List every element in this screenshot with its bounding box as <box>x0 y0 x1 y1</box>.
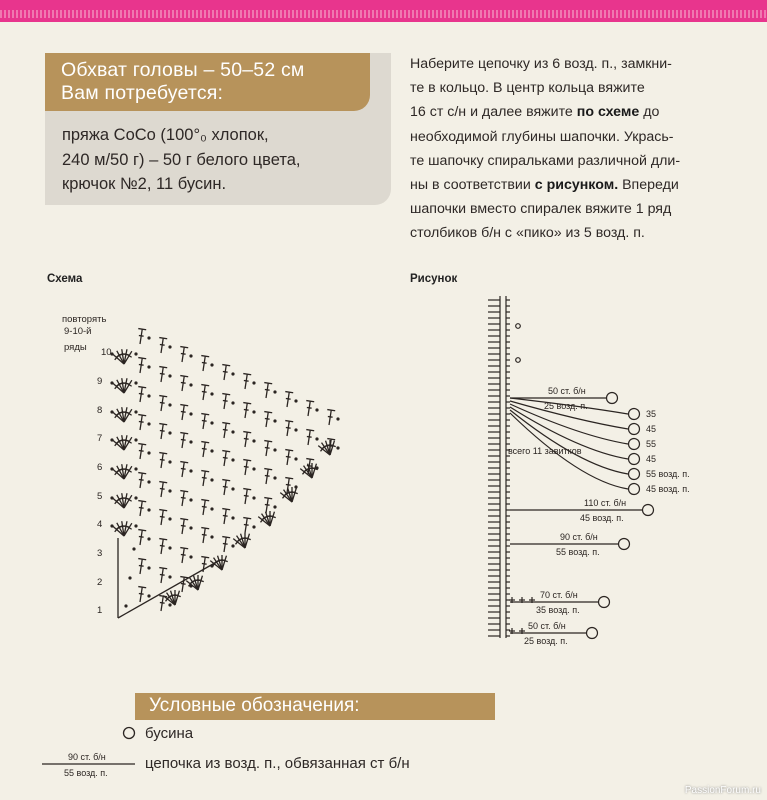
legend-title: Условные обозначения: <box>149 695 360 716</box>
stitch-mark <box>243 460 251 461</box>
stitch-mark <box>181 468 186 469</box>
stitch-mark <box>264 498 272 499</box>
stitch-mark <box>180 491 188 492</box>
spiral-label-bottom: 55 возд. п. <box>556 547 600 557</box>
stitch-mark <box>202 563 207 564</box>
stitch-mark <box>286 427 291 428</box>
chain-dot <box>189 498 192 501</box>
bead-icon <box>643 505 654 516</box>
materials-line: 240 м/50 г) – 50 г белого цвета, <box>62 150 301 169</box>
stitch-mark <box>292 492 298 494</box>
chain-dot <box>294 428 297 431</box>
chain-dot <box>189 383 192 386</box>
stitch-mark <box>180 347 188 348</box>
chain-dot <box>168 575 171 578</box>
stitch-mark <box>202 420 207 421</box>
stitch-mark <box>181 411 186 412</box>
schema-diagram <box>110 329 339 618</box>
stitch-mark <box>175 591 179 605</box>
instr-line: Наберите цепочку из 6 возд. п., замкни- <box>410 56 672 72</box>
bead-icon <box>629 469 640 480</box>
chain-symbol-bottom: 55 возд. п. <box>64 768 108 778</box>
bead-icon <box>619 539 630 550</box>
chain-dot <box>210 507 213 510</box>
chain-dot <box>273 390 276 393</box>
stitch-mark <box>285 450 293 451</box>
chain-dot <box>110 381 113 384</box>
chain-dot <box>168 431 171 434</box>
bead-icon <box>629 409 640 420</box>
stitch-mark <box>285 392 293 393</box>
row-number: 5 <box>97 491 103 502</box>
stitch-mark <box>159 338 167 339</box>
stitch-mark <box>285 421 293 422</box>
stitch-mark <box>159 424 167 425</box>
chain-dot <box>336 446 339 449</box>
stitch-mark <box>159 367 167 368</box>
spiral-label-top: 50 ст. б/н <box>528 621 566 631</box>
chain-dot <box>134 352 137 355</box>
curl-length-label: 45 возд. п. <box>646 484 690 494</box>
stitch-mark <box>223 486 228 487</box>
stitch-mark <box>222 365 230 366</box>
stitch-mark <box>223 543 228 544</box>
chain-dot <box>231 544 234 547</box>
chain-dot <box>132 547 135 550</box>
stitch-mark <box>138 415 146 416</box>
drawing-diagram <box>488 296 657 639</box>
stitch-mark <box>223 429 228 430</box>
row-number: 2 <box>97 577 103 588</box>
stitch-mark <box>139 507 144 508</box>
stitch-mark <box>180 405 188 406</box>
stitch-mark <box>160 545 165 546</box>
spiral-label-bottom: 25 возд. п. <box>524 636 568 646</box>
stitch-mark <box>265 475 270 476</box>
stitch-mark <box>159 396 167 397</box>
row-number: 3 <box>97 548 103 559</box>
curl-length-label: 45 <box>646 424 657 434</box>
chain-dot <box>110 524 113 527</box>
chain-dot <box>168 489 171 492</box>
stitch-mark <box>202 362 207 363</box>
stitch-mark <box>160 459 165 460</box>
stitch-mark <box>264 469 272 470</box>
bead-icon <box>629 439 640 450</box>
spiral-label-bottom: 35 возд. п. <box>536 605 580 615</box>
stitch-mark <box>222 509 230 510</box>
picot-icon <box>516 324 521 329</box>
chain-dot <box>134 524 137 527</box>
chain-dot <box>210 421 213 424</box>
stitch-mark <box>118 560 220 618</box>
chain-dot <box>231 430 234 433</box>
stitch-mark <box>160 373 165 374</box>
stitch-mark <box>243 374 251 375</box>
stitch-mark <box>201 385 209 386</box>
stitch-mark <box>202 506 207 507</box>
materials-line: крючок №2, 11 бусин. <box>62 175 227 193</box>
chain-dot <box>110 438 113 441</box>
chain-dot <box>273 476 276 479</box>
stitch-mark <box>222 480 230 481</box>
instr-line: необходимой глубины шапочки. Укрась- <box>410 128 674 145</box>
stitch-mark <box>306 459 314 460</box>
chain-dot <box>189 412 192 415</box>
stitch-mark <box>181 353 186 354</box>
chain-dot <box>110 467 113 470</box>
stitch-mark <box>180 577 188 578</box>
chain-dot <box>210 535 213 538</box>
stitch-mark <box>222 423 230 424</box>
chain-dot <box>168 374 171 377</box>
chain-dot <box>168 546 171 549</box>
drawing-title: Рисунок <box>410 273 458 285</box>
stitch-mark <box>138 473 146 474</box>
stitch-mark <box>138 559 146 560</box>
spiral-label-bottom: 45 возд. п. <box>580 513 624 523</box>
chain-dot <box>252 467 255 470</box>
stitch-mark <box>180 548 188 549</box>
spiral-label-bottom: 25 возд. п. <box>544 401 588 411</box>
stitch-mark <box>181 439 186 440</box>
stitch-mark <box>139 364 144 365</box>
stitch-mark <box>139 479 144 480</box>
chain-dot <box>210 478 213 481</box>
chain-dot <box>273 505 276 508</box>
bead-icon <box>629 484 640 495</box>
chain-dot <box>128 576 131 579</box>
chain-dot <box>315 437 318 440</box>
chain-dot <box>147 365 150 368</box>
chain-dot <box>168 517 171 520</box>
chain-dot <box>252 439 255 442</box>
chain-dot <box>147 480 150 483</box>
stitch-mark <box>307 407 312 408</box>
bead-icon <box>629 424 640 435</box>
chain-dot <box>273 419 276 422</box>
curl-length-label: 55 возд. п. <box>646 469 690 479</box>
stitch-mark <box>138 329 146 330</box>
stitch-mark <box>243 403 251 404</box>
chain-dot <box>147 394 150 397</box>
chain-dot <box>168 345 171 348</box>
chain-dot <box>294 457 297 460</box>
repeat-note-line: 9-10-й <box>64 326 92 337</box>
chain-dot <box>294 399 297 402</box>
stitch-mark <box>160 430 165 431</box>
stitch-mark <box>328 416 333 417</box>
stitch-mark <box>139 593 144 594</box>
stitch-mark <box>202 477 207 478</box>
stitch-mark <box>138 358 146 359</box>
chain-dot <box>189 354 192 357</box>
row-number: 10 <box>101 347 112 358</box>
curl-length-label: 45 <box>646 454 657 464</box>
spiral-line <box>510 410 628 474</box>
chain-dot <box>189 469 192 472</box>
chain-dot <box>252 525 255 528</box>
legend-bead-text: бусина <box>145 725 194 742</box>
stitch-mark <box>222 451 230 452</box>
chain-dot <box>168 403 171 406</box>
row-number: 1 <box>97 605 103 616</box>
stitch-mark <box>244 380 249 381</box>
stitch-mark <box>327 439 335 440</box>
stitch-mark <box>243 518 251 519</box>
stitch-mark <box>138 387 146 388</box>
stitch-mark <box>180 519 188 520</box>
stitch-mark <box>159 482 167 483</box>
chain-dot <box>210 449 213 452</box>
bead-icon <box>607 393 618 404</box>
chain-dot <box>134 467 137 470</box>
stitch-mark <box>327 410 335 411</box>
chain-dot <box>210 363 213 366</box>
stitch-mark <box>243 489 251 490</box>
row-number: 8 <box>97 405 103 416</box>
legend-header <box>135 693 495 720</box>
stitch-mark <box>159 568 167 569</box>
chain-dot <box>189 440 192 443</box>
chain-dot <box>147 594 150 597</box>
stitch-mark <box>222 537 230 538</box>
bead-icon <box>599 597 610 608</box>
stitch-mark <box>201 500 209 501</box>
row-number: 9 <box>97 376 103 387</box>
stitch-mark <box>160 402 165 403</box>
chain-dot <box>134 381 137 384</box>
chain-dot <box>110 496 113 499</box>
stitch-mark <box>223 457 228 458</box>
chain-dot <box>231 401 234 404</box>
chain-dot <box>134 496 137 499</box>
stitch-mark <box>202 391 207 392</box>
chain-dot <box>168 460 171 463</box>
stitch-mark <box>223 400 228 401</box>
spiral-label-top: 70 ст. б/н <box>540 590 578 600</box>
stitch-mark <box>264 412 272 413</box>
stitch-mark <box>270 512 274 526</box>
stitch-mark <box>181 583 186 584</box>
repeat-note-line: ряды <box>64 342 87 353</box>
stitch-mark <box>160 488 165 489</box>
stitch-mark <box>201 414 209 415</box>
chain-dot <box>147 451 150 454</box>
stitch-mark <box>244 409 249 410</box>
row-number: 4 <box>97 519 103 530</box>
chain-dot <box>110 410 113 413</box>
legend-chain-text: цепочка из возд. п., обвязанная ст б/н <box>145 755 410 772</box>
stitch-mark <box>180 462 188 463</box>
chain-dot <box>147 336 150 339</box>
stitch-mark <box>264 383 272 384</box>
stitch-mark <box>307 436 312 437</box>
bead-symbol-icon <box>124 728 135 739</box>
stitch-mark <box>265 447 270 448</box>
schema-title: Схема <box>47 273 83 285</box>
stitch-mark <box>245 538 251 540</box>
stitch-mark <box>312 464 316 478</box>
stitch-mark <box>139 421 144 422</box>
bead-icon <box>587 628 598 639</box>
stitch-mark <box>139 335 144 336</box>
stitch-mark <box>223 515 228 516</box>
chain-dot <box>147 422 150 425</box>
stitch-mark <box>160 344 165 345</box>
row-number: 6 <box>97 462 103 473</box>
spiral-label-top: 90 ст. б/н <box>560 532 598 542</box>
instr-line: те шапочку спиральками различной дли- <box>410 152 681 169</box>
chain-dot <box>147 566 150 569</box>
stitch-mark <box>222 394 230 395</box>
chain-dot <box>189 526 192 529</box>
chain-dot <box>134 438 137 441</box>
chain-dot <box>168 603 171 606</box>
curl-length-label: 35 <box>646 409 657 419</box>
head-size-text: Обхват головы – 50–52 см <box>61 59 305 81</box>
row-number: 7 <box>97 433 103 444</box>
stitch-mark <box>306 430 314 431</box>
stitch-mark <box>265 504 270 505</box>
stitch-mark <box>270 516 276 518</box>
chain-symbol-top: 90 ст. б/н <box>68 752 106 762</box>
materials-line: пряжа CoCo (100°₀ хлопок, <box>62 126 269 144</box>
stitch-mark <box>265 389 270 390</box>
stitch-mark <box>180 433 188 434</box>
stitch-mark <box>202 534 207 535</box>
stitch-mark <box>138 444 146 445</box>
stitch-mark <box>139 536 144 537</box>
stitch-mark <box>160 574 165 575</box>
repeat-note-line: повторять <box>62 314 107 325</box>
stitch-mark <box>244 466 249 467</box>
stitch-mark <box>202 448 207 449</box>
head-needs-text: Вам потребуется: <box>61 82 224 104</box>
chain-dot <box>231 487 234 490</box>
stitch-mark <box>245 534 249 548</box>
stitch-mark <box>159 453 167 454</box>
stitch-mark <box>286 398 291 399</box>
stitch-mark <box>222 560 228 562</box>
stitch-mark <box>201 471 209 472</box>
spiral-label-top: 110 ст. б/н <box>584 498 627 508</box>
stitch-mark <box>201 356 209 357</box>
chain-dot <box>147 508 150 511</box>
stitch-mark <box>198 576 202 590</box>
chain-dot <box>189 555 192 558</box>
stitch-mark <box>198 580 204 582</box>
stitch-mark <box>138 530 146 531</box>
spiral-label-top: 50 ст. б/н <box>548 386 586 396</box>
stitch-mark <box>286 456 291 457</box>
stitch-mark <box>306 401 314 402</box>
stitch-mark <box>160 602 165 603</box>
stitch-mark <box>264 441 272 442</box>
chain-dot <box>315 408 318 411</box>
stitch-mark <box>244 524 249 525</box>
instr-line: столбиков б/н с «пико» из 5 возд. п. <box>410 225 645 242</box>
chain-dot <box>231 516 234 519</box>
instr-line: шапочки вместо спиралек вяжите 1 ряд <box>410 201 672 218</box>
stitch-mark <box>180 376 188 377</box>
instr-line: 16 ст с/н и далее вяжите по схеме до <box>410 104 660 121</box>
chain-dot <box>231 372 234 375</box>
stitch-mark <box>223 371 228 372</box>
chain-dot <box>134 410 137 413</box>
stitch-mark <box>181 497 186 498</box>
stitch-mark <box>139 393 144 394</box>
stitch-mark <box>201 528 209 529</box>
stitch-mark <box>138 587 146 588</box>
stitch-mark <box>181 525 186 526</box>
stitch-mark <box>292 488 296 502</box>
chain-dot <box>336 417 339 420</box>
chain-dot <box>273 448 276 451</box>
stitch-mark <box>139 565 144 566</box>
instr-line: те в кольцо. В центр кольца вяжите <box>410 80 645 97</box>
bead-icon <box>629 454 640 465</box>
stitch-mark <box>201 442 209 443</box>
stitch-mark <box>159 510 167 511</box>
chain-dot <box>231 458 234 461</box>
chain-dot <box>252 496 255 499</box>
stitch-mark <box>181 554 186 555</box>
stitch-mark <box>181 382 186 383</box>
instr-line: ны в соответствии с рисунком. Впереди <box>410 177 679 194</box>
stitch-mark <box>222 556 226 570</box>
chain-dot <box>210 392 213 395</box>
stitch-mark <box>244 495 249 496</box>
chain-dot <box>252 410 255 413</box>
stitch-mark <box>285 478 293 479</box>
picot-icon <box>516 358 521 363</box>
stitch-mark <box>201 557 209 558</box>
stitch-mark <box>243 432 251 433</box>
stitch-mark <box>244 438 249 439</box>
watermark: PassionForum.ru <box>684 785 761 796</box>
chain-dot <box>124 604 127 607</box>
stitch-mark <box>265 418 270 419</box>
stitch-mark <box>175 595 181 597</box>
curl-count-label: всего 11 завитков <box>508 446 582 456</box>
stitch-mark <box>139 450 144 451</box>
stitch-mark <box>286 484 291 485</box>
stitch-mark <box>160 516 165 517</box>
chain-dot <box>252 381 255 384</box>
chain-dot <box>147 537 150 540</box>
curl-length-label: 55 <box>646 439 657 449</box>
stitch-mark <box>159 539 167 540</box>
stitch-mark <box>138 501 146 502</box>
